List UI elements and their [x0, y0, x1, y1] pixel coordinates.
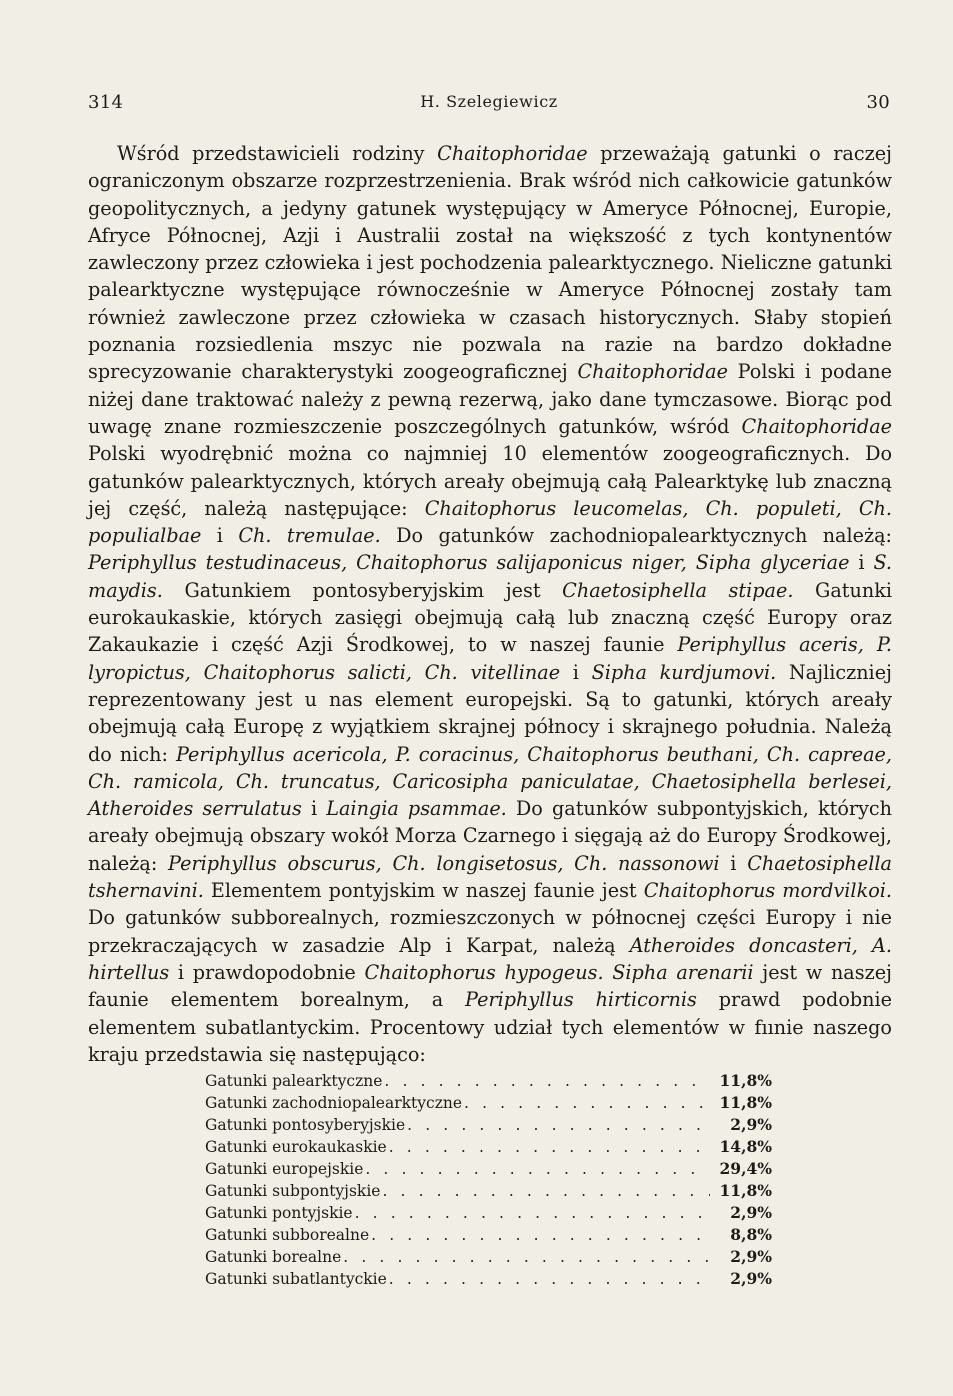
row-percentage: 11,8%: [719, 1181, 772, 1200]
text-run: i: [560, 660, 592, 684]
taxon-name: Periphyllus aceris, P. lyropictus, Chaitophorus salicti, Ch. vitellinae: [88, 633, 892, 684]
taxon-name: Atheroides doncasteri, A. hirtellus: [88, 933, 893, 984]
text-run: Do gatunków subpontyjskich, których areały obejmują obszary wokół Morza Czarnego i sięgają aż do Europy Środkowej, należą:: [88, 797, 893, 875]
row-label: Gatunki subatlantyckie: [205, 1270, 387, 1288]
row-label: Gatunki subborealne: [205, 1226, 370, 1244]
row-label: Gatunki pontosyberyjskie: [205, 1116, 406, 1134]
table-row: [205, 1246, 772, 1268]
taxon-name: Chaitophoridae: [741, 414, 892, 438]
dot-leader: [389, 1136, 710, 1158]
row-percentage: 2,9%: [730, 1115, 772, 1134]
taxon-name: Chaetosiphella tshernavini.: [88, 851, 892, 903]
dot-leader: [371, 1224, 710, 1246]
dot-leader: [355, 1202, 710, 1224]
row-percentage: 2,9%: [730, 1247, 772, 1266]
row-label: Gatunki eurokaukaskie: [205, 1138, 387, 1156]
row-label: Gatunki pontyjskie: [205, 1204, 353, 1222]
text-run: jest w naszej faunie elementem borealnym, a: [88, 960, 893, 1012]
text-run: i: [849, 551, 874, 575]
text-run: Polski wyodrębnić można co najmniej 10 elementów zoogeograficznych. Do gatunków palearktycznych, których areały obejmują całą Palearktykę lub znaczną jej część, należą następujące:: [88, 442, 892, 520]
table-row: [205, 1114, 772, 1136]
page-number-left: 314: [88, 92, 124, 113]
dot-leader: [407, 1114, 710, 1136]
row-label: Gatunki europejskie: [205, 1160, 364, 1178]
text-run: Wśród przedstawicieli rodziny: [117, 142, 438, 165]
text-run: i: [301, 797, 327, 821]
taxon-name: Chaitophoridae: [437, 142, 588, 165]
taxon-name: Periphyllus hirticornis: [465, 988, 697, 1012]
dot-leader: [343, 1246, 710, 1268]
text-run: Polski i podane niżej dane traktować należy z pewną rezerwą, jako dane tymczasowe. Biorąc pod uwagę znane rozmieszczenie poszczególnych gatunków, wśród: [88, 360, 892, 438]
row-label: Gatunki borealne: [205, 1248, 342, 1266]
taxon-name: S. maydis.: [88, 551, 892, 602]
dot-leader: [365, 1158, 710, 1180]
dot-leader: [382, 1180, 710, 1202]
table-row: [205, 1224, 772, 1246]
element-percentage-table: [205, 1070, 772, 1290]
taxon-name: Periphyllus obscurus, Ch. longisetosus, Ch. nassonowi: [168, 851, 720, 875]
table-row: [205, 1202, 772, 1224]
text-run: przeważają gatunki o raczej ograniczonym obszarze rozprzestrzenienia. Brak wśród nich całkowicie gatunków geopolitycznych, a jedyny gatunek występujący w Ameryce Północnej, Europie, Afryce Północnej, Azji i Australii został na większość z tych kontynentów zawleczony przez człowieka i jest pochodzenia palearktycznego. Nieliczne gatunki palearktyczne występujące równocześnie w Ameryce Północnej zostały tam również zawleczone przez człowieka w czasach historycznych. Słaby stopień poznania rozsiedlenia mszyc nie pozwala na razie na bardzo dokładne sprecyzowanie charakterystyki zoogeograficznej: [88, 142, 893, 384]
running-title: H. Szelegiewicz: [420, 92, 558, 111]
taxon-name: Periphyllus acericola, P. coracinus, Chaitophorus beuthani, Ch. capreae, Ch. ramicola, Ch. truncatus, Caricosipha paniculatae, Chaetosiphella berlesei, Atheroides serrulatus: [88, 742, 892, 821]
taxon-name: Chaetosiphella stipae.: [562, 578, 794, 602]
row-percentage: 8,8%: [730, 1225, 772, 1244]
row-percentage: 2,9%: [730, 1269, 772, 1288]
table-row: [205, 1092, 772, 1114]
taxon-name: Chaitophorus hypogeus. Sipha arenarii: [364, 960, 754, 984]
taxon-name: Periphyllus testudinaceus, Chaitophorus salijaponicus niger, Sipha glyceriae: [88, 551, 850, 575]
text-run: Do gatunków zachodniopalearktycznych należą:: [380, 524, 892, 548]
table-row: [205, 1070, 772, 1092]
text-run: Elementem pontyjskim w naszej faunie jest: [203, 879, 644, 903]
row-percentage: 11,8%: [719, 1093, 772, 1112]
taxon-name: Chaitophoridae: [577, 360, 728, 384]
text-run: i: [719, 851, 748, 875]
page-number-right: 30: [866, 92, 890, 113]
row-label: Gatunki palearktyczne: [205, 1072, 383, 1090]
table-row: [205, 1268, 772, 1290]
dot-leader: [389, 1268, 710, 1290]
table-row: [205, 1158, 772, 1180]
taxon-name: Ch. tremulae.: [238, 524, 381, 548]
taxon-name: Sipha kurdjumovi.: [591, 660, 777, 684]
dot-leader: [384, 1070, 710, 1092]
body-paragraph-container: [88, 140, 892, 1068]
body-paragraph: [88, 140, 892, 1068]
text-run: prawd podobnie elementem subatlantyckim. Procentowy udział tych elementów w fıınie naszego kraju przedstawia się następująco:: [88, 988, 893, 1066]
text-run: Do gatunków subborealnych, rozmieszczonych w północnej części Europy i nie przekraczających w zasadzie Alp i Karpat, należą: [88, 906, 892, 957]
taxon-name: Laingia psammae.: [326, 797, 507, 821]
row-percentage: 29,4%: [719, 1159, 772, 1178]
row-percentage: 11,8%: [719, 1071, 772, 1090]
table-row: [205, 1136, 772, 1158]
table-row: [205, 1180, 772, 1202]
row-percentage: 14,8%: [719, 1137, 772, 1156]
taxon-name: Chaitophorus leucomelas, Ch. populeti, Ch. populialbae: [88, 496, 892, 548]
row-percentage: 2,9%: [730, 1203, 772, 1222]
text-run: i: [201, 524, 239, 548]
row-label: Gatunki subpontyjskie: [205, 1182, 381, 1200]
text-run: i prawdopodobnie: [169, 960, 365, 984]
running-header: [88, 92, 890, 116]
text-run: Najliczniej reprezentowany jest u nas element europejski. Są to gatunki, których areały obejmują całą Europę z wyjątkiem skrajnej północy i skrajnego południa. Należą do nich:: [88, 660, 892, 766]
row-label: Gatunki zachodniopalearktyczne: [205, 1094, 463, 1112]
text-run: Gatunkiem pontosyberyjskim jest: [162, 578, 563, 602]
taxon-name: Chaitophorus mordvilkoi.: [643, 879, 892, 903]
dot-leader: [464, 1092, 710, 1114]
text-run: Gatunki eurokaukaskie, których zasięgi obejmują całą lub znaczną część Europy oraz Zakaukazie i część Azji Środkowej, to w naszej faunie: [88, 578, 892, 657]
